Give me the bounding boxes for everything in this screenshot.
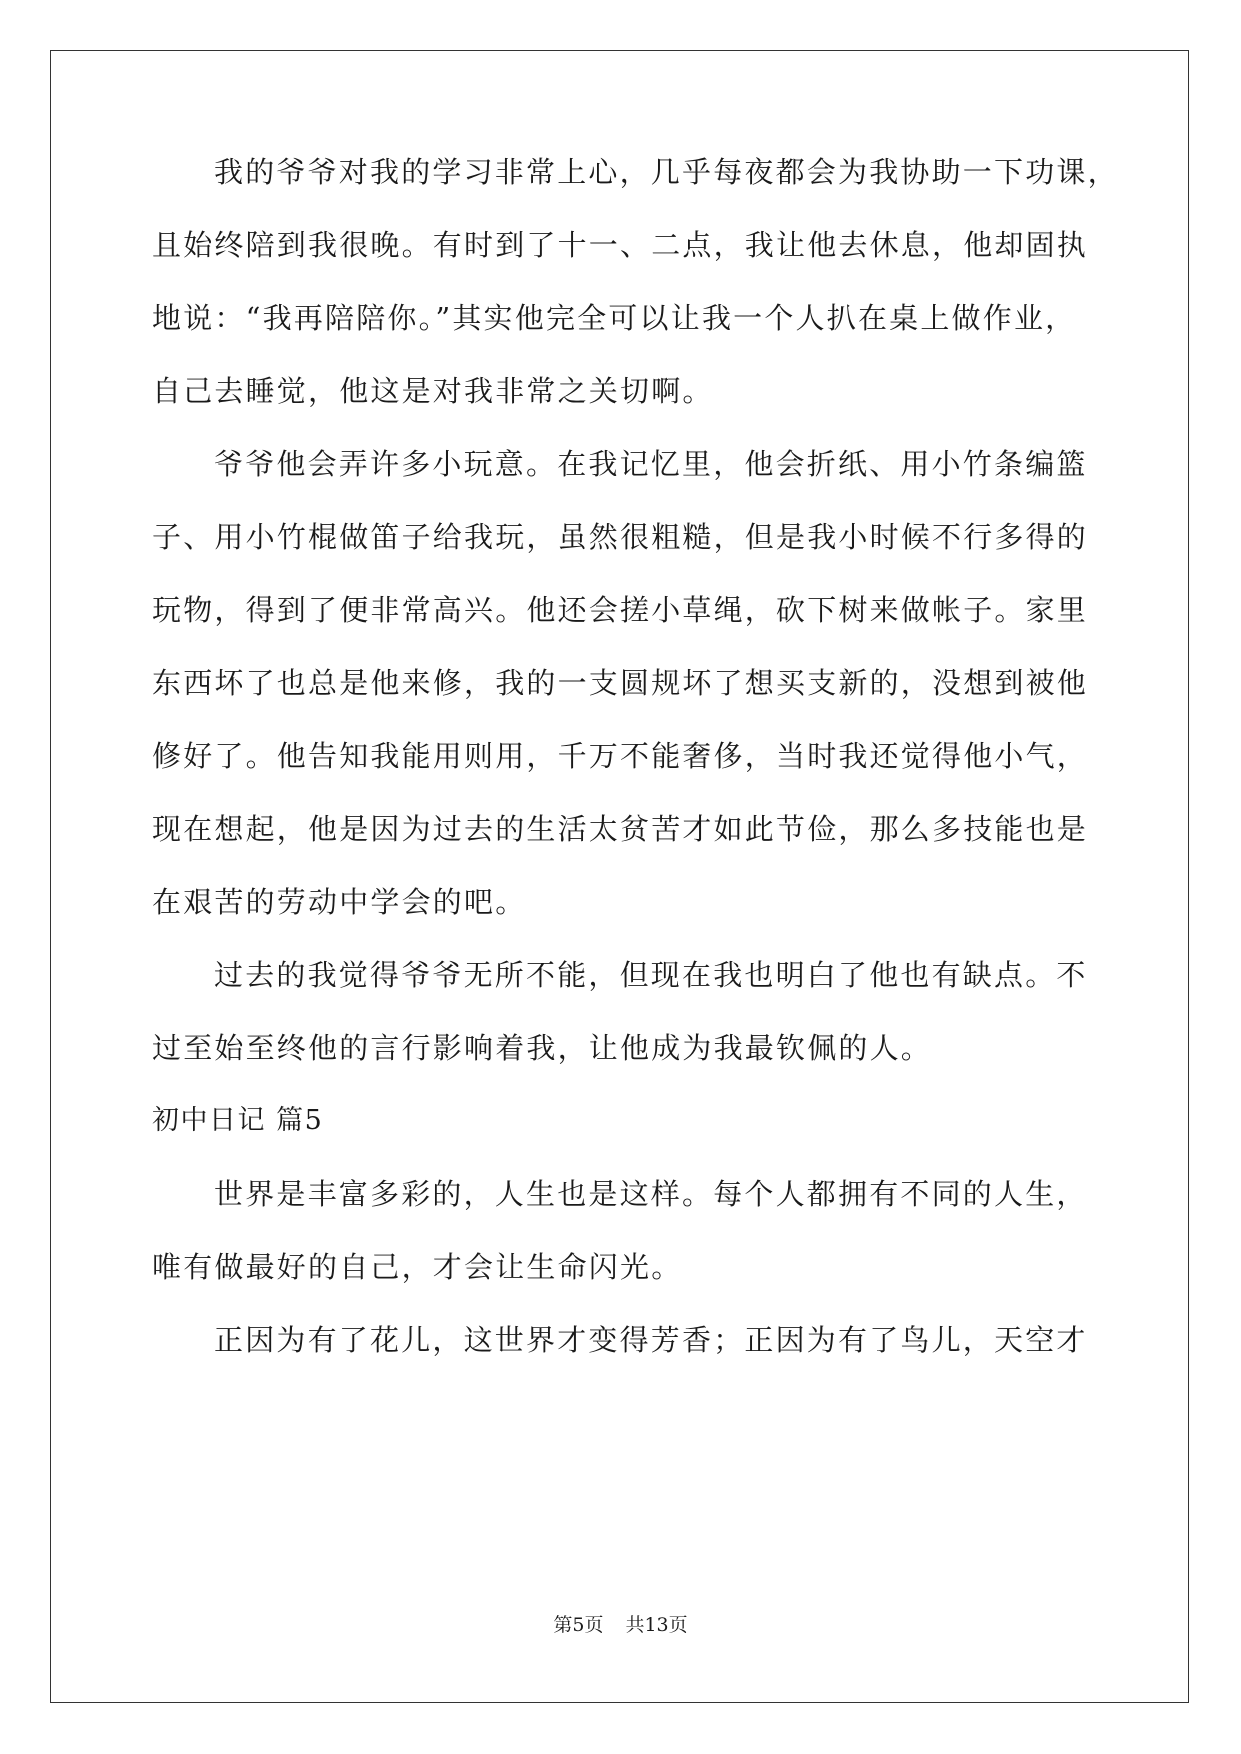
paragraph-line: 现在想起，他是因为过去的生活太贫苦才如此节俭，那么多技能也是 (152, 812, 1089, 846)
paragraph-line: 自己去睡觉，他这是对我非常之关切啊。 (152, 374, 714, 408)
paragraph-line: 玩物，得到了便非常高兴。他还会搓小草绳，砍下树来做帐子。家里 (152, 593, 1089, 627)
paragraph-line: 东西坏了也总是他来修，我的一支圆规坏了想买支新的，没想到被他 (152, 666, 1089, 700)
paragraph-line: 过至始至终他的言行影响着我，让他成为我最钦佩的人。 (152, 1031, 933, 1065)
paragraph-line: 我的爷爷对我的学习非常上心，几乎每夜都会为我协助一下功课， (214, 155, 1119, 189)
paragraph-line: 且始终陪到我很晚。有时到了十一、二点，我让他去休息，他却固执 (152, 228, 1089, 262)
paragraph-line: 唯有做最好的自己，才会让生命闪光。 (152, 1250, 683, 1284)
section-heading: 初中日记 篇5 (152, 1105, 324, 1136)
page-number: 第5页 (553, 1614, 604, 1636)
paragraph-line: 子、用小竹棍做笛子给我玩，虽然很粗糙，但是我小时候不行多得的 (152, 520, 1089, 554)
page-border (50, 50, 1189, 1703)
paragraph-line: 修好了。他告知我能用则用，千万不能奢侈，当时我还觉得他小气， (152, 739, 1089, 773)
paragraph-line: 爷爷他会弄许多小玩意。在我记忆里，他会折纸、用小竹条编篮 (214, 447, 1088, 481)
paragraph-line: 地说：“我再陪陪你。”其实他完全可以让我一个人扒在桌上做作业， (152, 301, 1077, 335)
paragraph-line: 过去的我觉得爷爷无所不能，但现在我也明白了他也有缺点。不 (214, 958, 1088, 992)
page-footer (0, 1613, 1241, 1637)
paragraph-line: 世界是丰富多彩的，人生也是这样。每个人都拥有不同的人生， (214, 1177, 1088, 1211)
paragraph-line: 正因为有了花儿，这世界才变得芳香；正因为有了鸟儿，天空才 (214, 1323, 1088, 1357)
page-total: 共13页 (625, 1614, 688, 1636)
paragraph-line: 在艰苦的劳动中学会的吧。 (152, 885, 527, 919)
